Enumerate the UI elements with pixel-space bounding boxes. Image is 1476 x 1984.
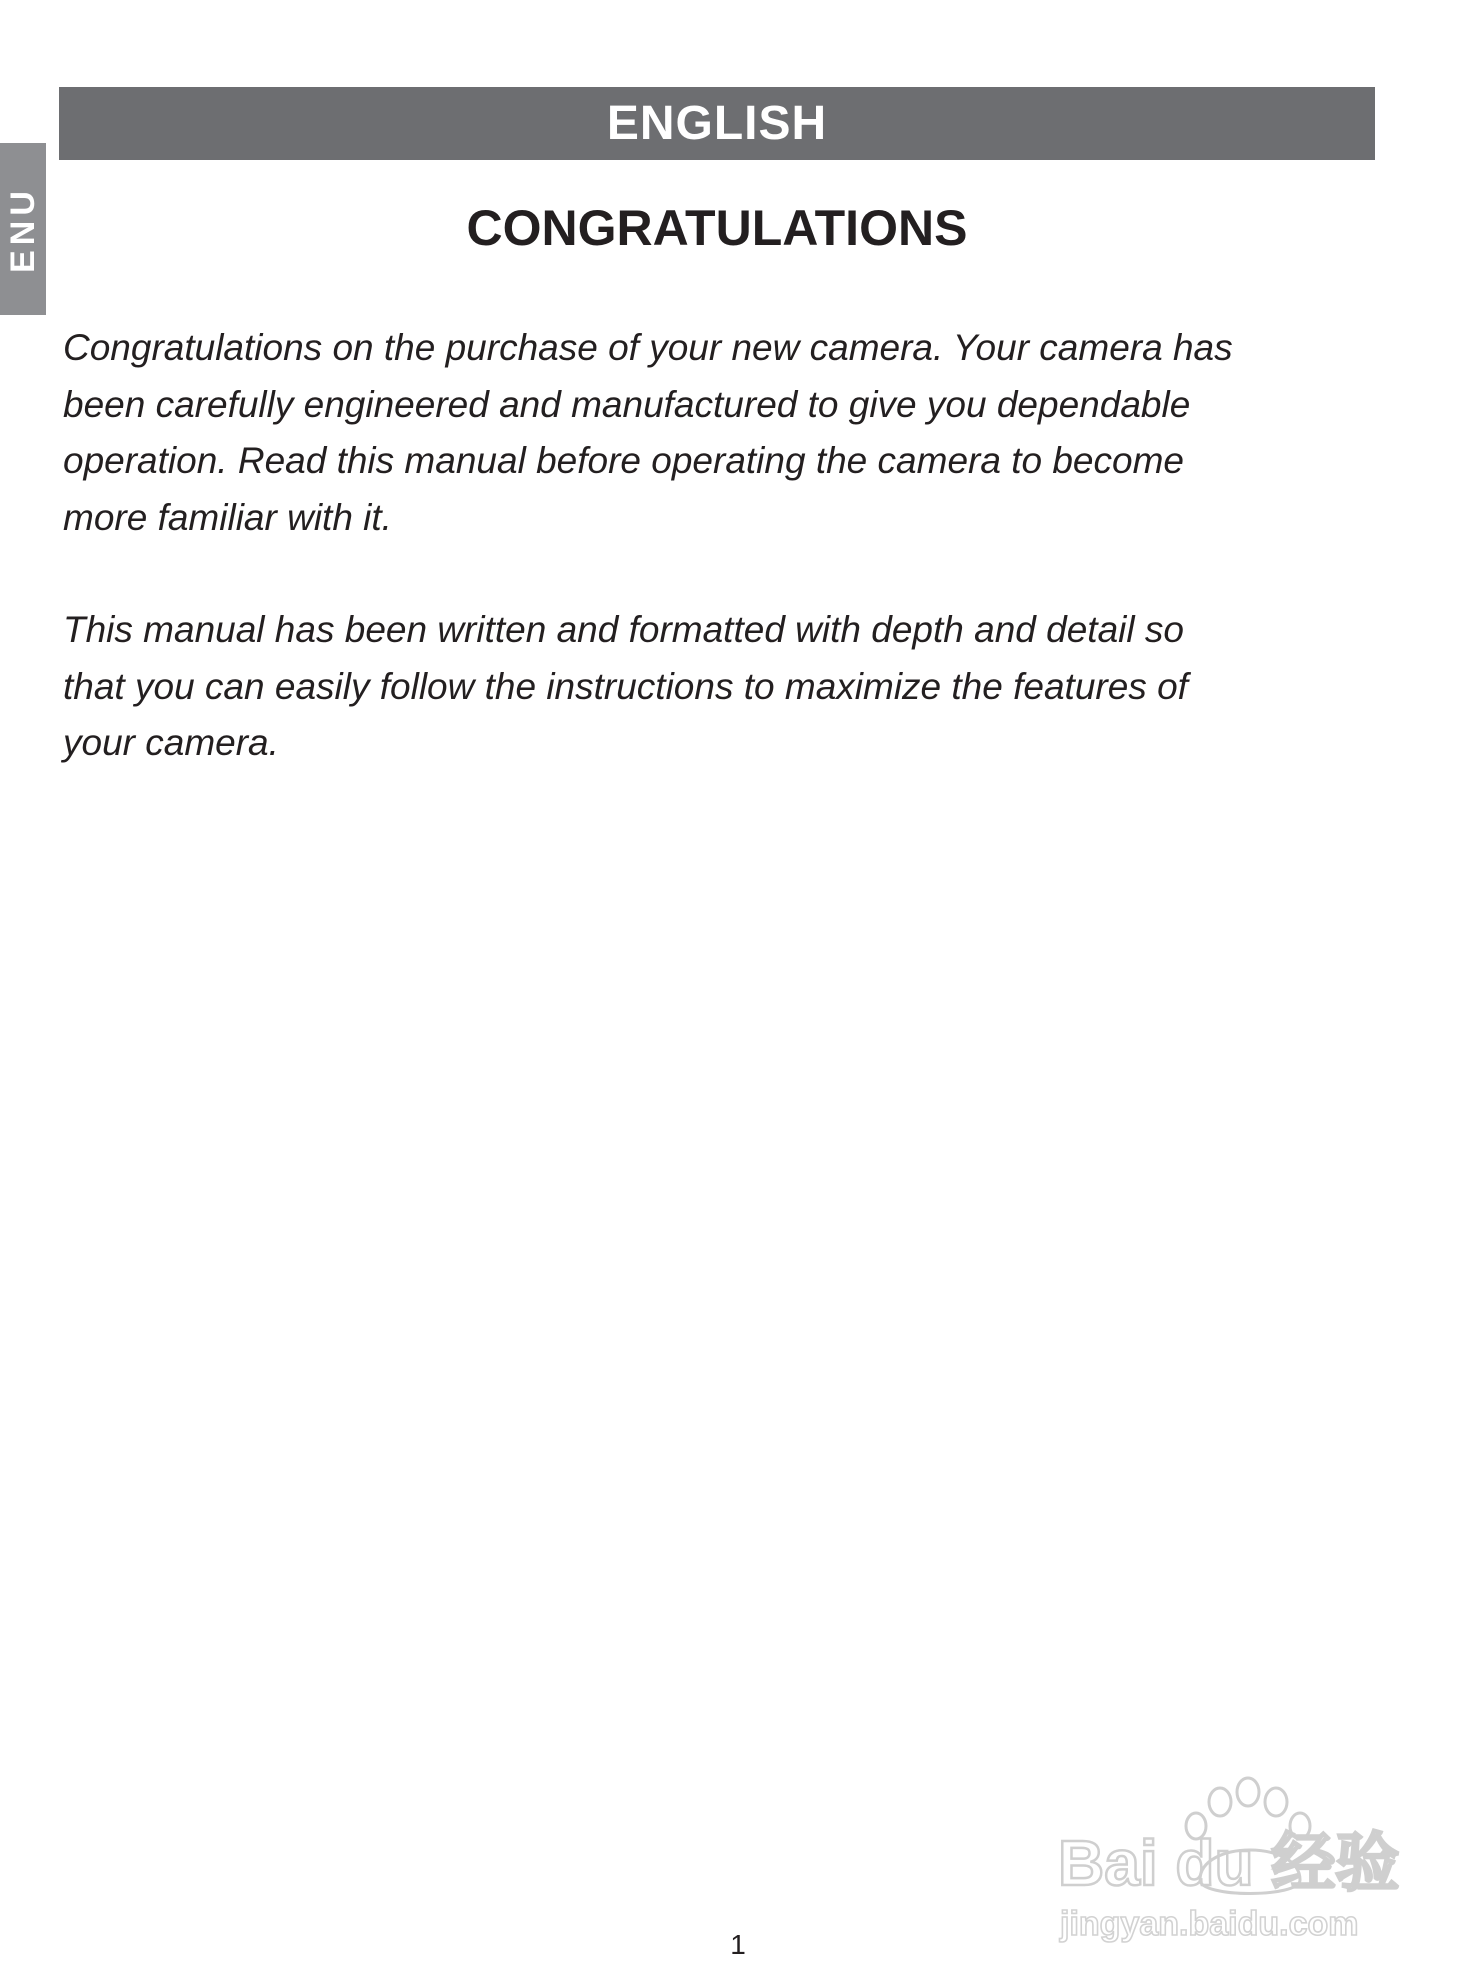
paragraph-line: operation. Read this manual before operating the camera to become — [63, 440, 1184, 481]
page-number: 1 — [730, 1929, 746, 1960]
paragraph-line: Congratulations on the purchase of your new camera. Your camera has — [63, 327, 1233, 368]
language-header-label: ENGLISH — [606, 97, 828, 150]
paragraph-line: your camera. — [63, 722, 279, 763]
watermark-brand: Bai du 经验 — [1058, 1827, 1400, 1899]
watermark-url: jingyan.baidu.com — [1060, 1905, 1359, 1943]
manual-info-paragraph — [63, 602, 1383, 772]
paragraph-line: that you can easily follow the instructions to maximize the features of — [63, 665, 1188, 707]
language-side-tab — [0, 143, 46, 315]
language-header-bar — [59, 87, 1375, 160]
paragraph-line: more familiar with it. — [63, 496, 392, 538]
paragraph-line: This manual has been written and formatted with depth and detail so — [63, 609, 1184, 650]
intro-paragraph — [63, 320, 1383, 546]
paragraph-line: been carefully engineered and manufactured to give you dependable — [63, 383, 1191, 425]
language-side-tab-label: ENU — [3, 185, 42, 273]
page-title: CONGRATULATIONS — [466, 200, 968, 256]
baidu-watermark-logo — [1050, 1770, 1410, 1950]
